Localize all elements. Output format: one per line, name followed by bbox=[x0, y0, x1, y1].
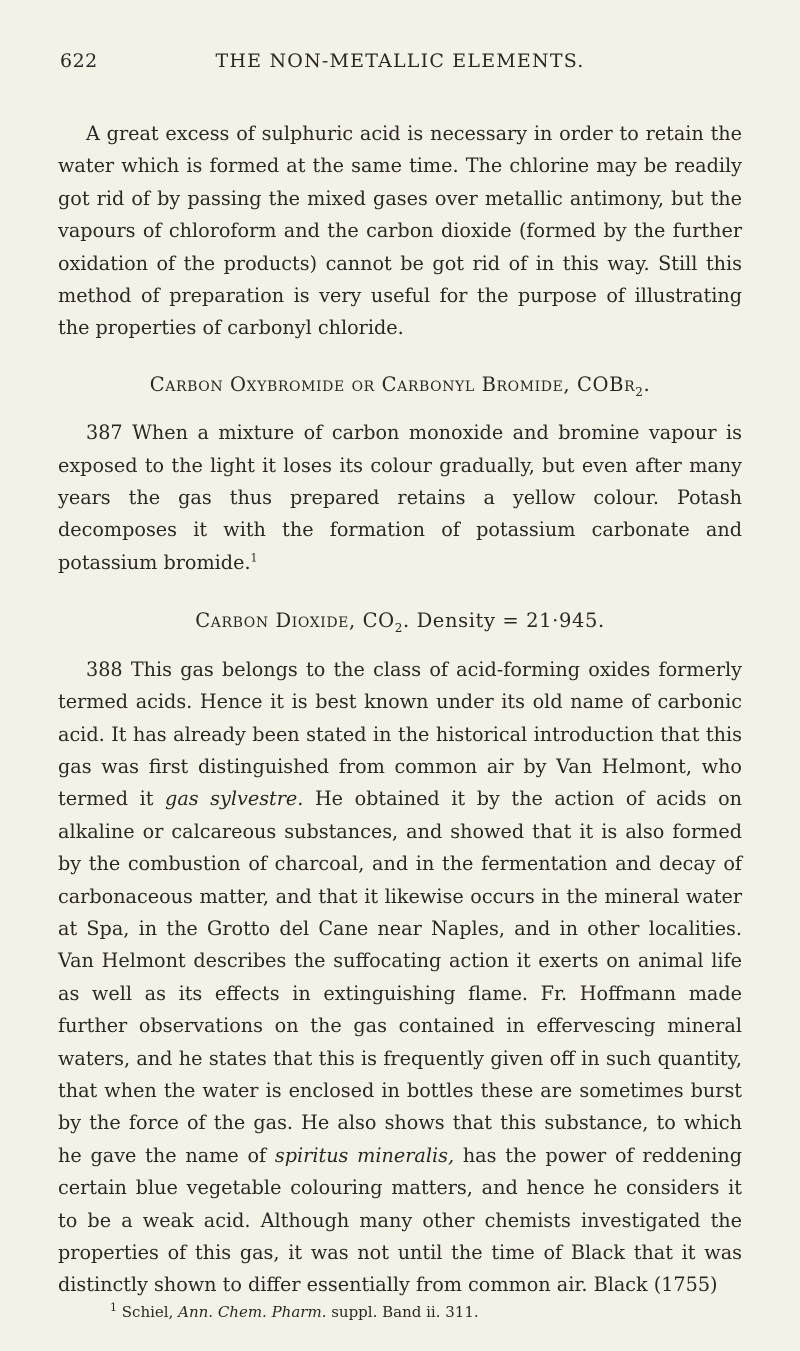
paragraph-388 bbox=[58, 654, 742, 1302]
italic-term: spiritus mineralis, bbox=[274, 1143, 455, 1167]
heading-trailing: . bbox=[643, 372, 651, 396]
intro-paragraph: A great excess of sulphuric acid is necessary in order to retain the water which is formed at the same time. The chlorine may be readily got rid of by passing the mixed gases over metallic antimony, but the vapours of chloroform and the carbon dioxide (formed by the further oxidation of the products) cannot be got rid of in this way. Still this method of preparation is very useful for the purpose of illustrating the properties of carbonyl chloride. bbox=[58, 122, 742, 340]
paragraph-387 bbox=[58, 417, 742, 579]
footnote-rest: suppl. Band ii. 311. bbox=[326, 1303, 479, 1321]
footnote-journal: Ann. Chem. Pharm. bbox=[178, 1303, 327, 1321]
section-heading-carbonyl-bromide bbox=[58, 369, 742, 401]
running-title: THE NON-METALLIC ELEMENTS. bbox=[215, 50, 585, 72]
paragraph-text: When a mixture of carbon monoxide and bromine vapour is exposed to the light it loses its colour gradually, but even after many years the gas thus prepared retains a yellow colour. Potash decomposes it with the formation of potassium carbonate and potassium bromide. bbox=[58, 421, 742, 574]
footnote bbox=[110, 1302, 750, 1322]
page-header bbox=[60, 50, 740, 80]
heading-text: Carbon Oxybromide or Carbonyl Bromide, COBr bbox=[149, 372, 636, 396]
footnote-mark: 1 bbox=[110, 1301, 117, 1314]
heading-subscript: 2 bbox=[394, 621, 403, 636]
footnote-author: Schiel, bbox=[117, 1303, 179, 1321]
paragraph-text: He obtained it by the action of acids on alkaline or calcareous substances, and showed that it is also formed by the combustion of charcoal, and in the fermentation and decay of carbonaceous matter, and that it likewise occurs in the mineral water at Spa, in the Grotto del Cane near Naples, and in other localities. Van Helmont describes the suffocating action it exerts on animal life as well as its effects in extinguishing flame. Fr. Hoffmann made further observations on the gas contained in effervescing mineral waters, and he states that this is frequently given off in such quantity, that when the water is enclosed in bottles these are sometimes burst by the force of the gas. He also shows that this substance, to which he gave the name of bbox=[58, 787, 742, 1167]
page-number: 622 bbox=[60, 50, 98, 72]
paragraph-number: 388 bbox=[86, 657, 123, 681]
footnote-reference: 1 bbox=[250, 551, 258, 565]
section-heading-carbon-dioxide bbox=[58, 605, 742, 637]
paragraph-text: has the power of reddening certain blue vegetable colouring matters, and hence he considers it to be a weak acid. Although many other chemists investigated the properties of this gas, it was not until the time of Black that it was distinctly shown to differ essentially from common air. Black (1755) bbox=[58, 1143, 742, 1297]
paragraph-text: This gas belongs to the class of acid-forming oxides formerly termed acids. Hence it is best known under its old name of carbonic acid. It has already been stated in the historical introduction that this gas was first distinguished from common air by Van Helmont, who termed it bbox=[58, 657, 742, 811]
heading-text: Carbon Dioxide, CO bbox=[195, 609, 395, 633]
density-value: . Density = 21·945. bbox=[402, 609, 605, 633]
italic-term: gas sylvestre. bbox=[165, 787, 304, 811]
heading-subscript: 2 bbox=[635, 384, 644, 399]
body-text bbox=[58, 118, 742, 1302]
paragraph-number: 387 bbox=[86, 421, 123, 445]
